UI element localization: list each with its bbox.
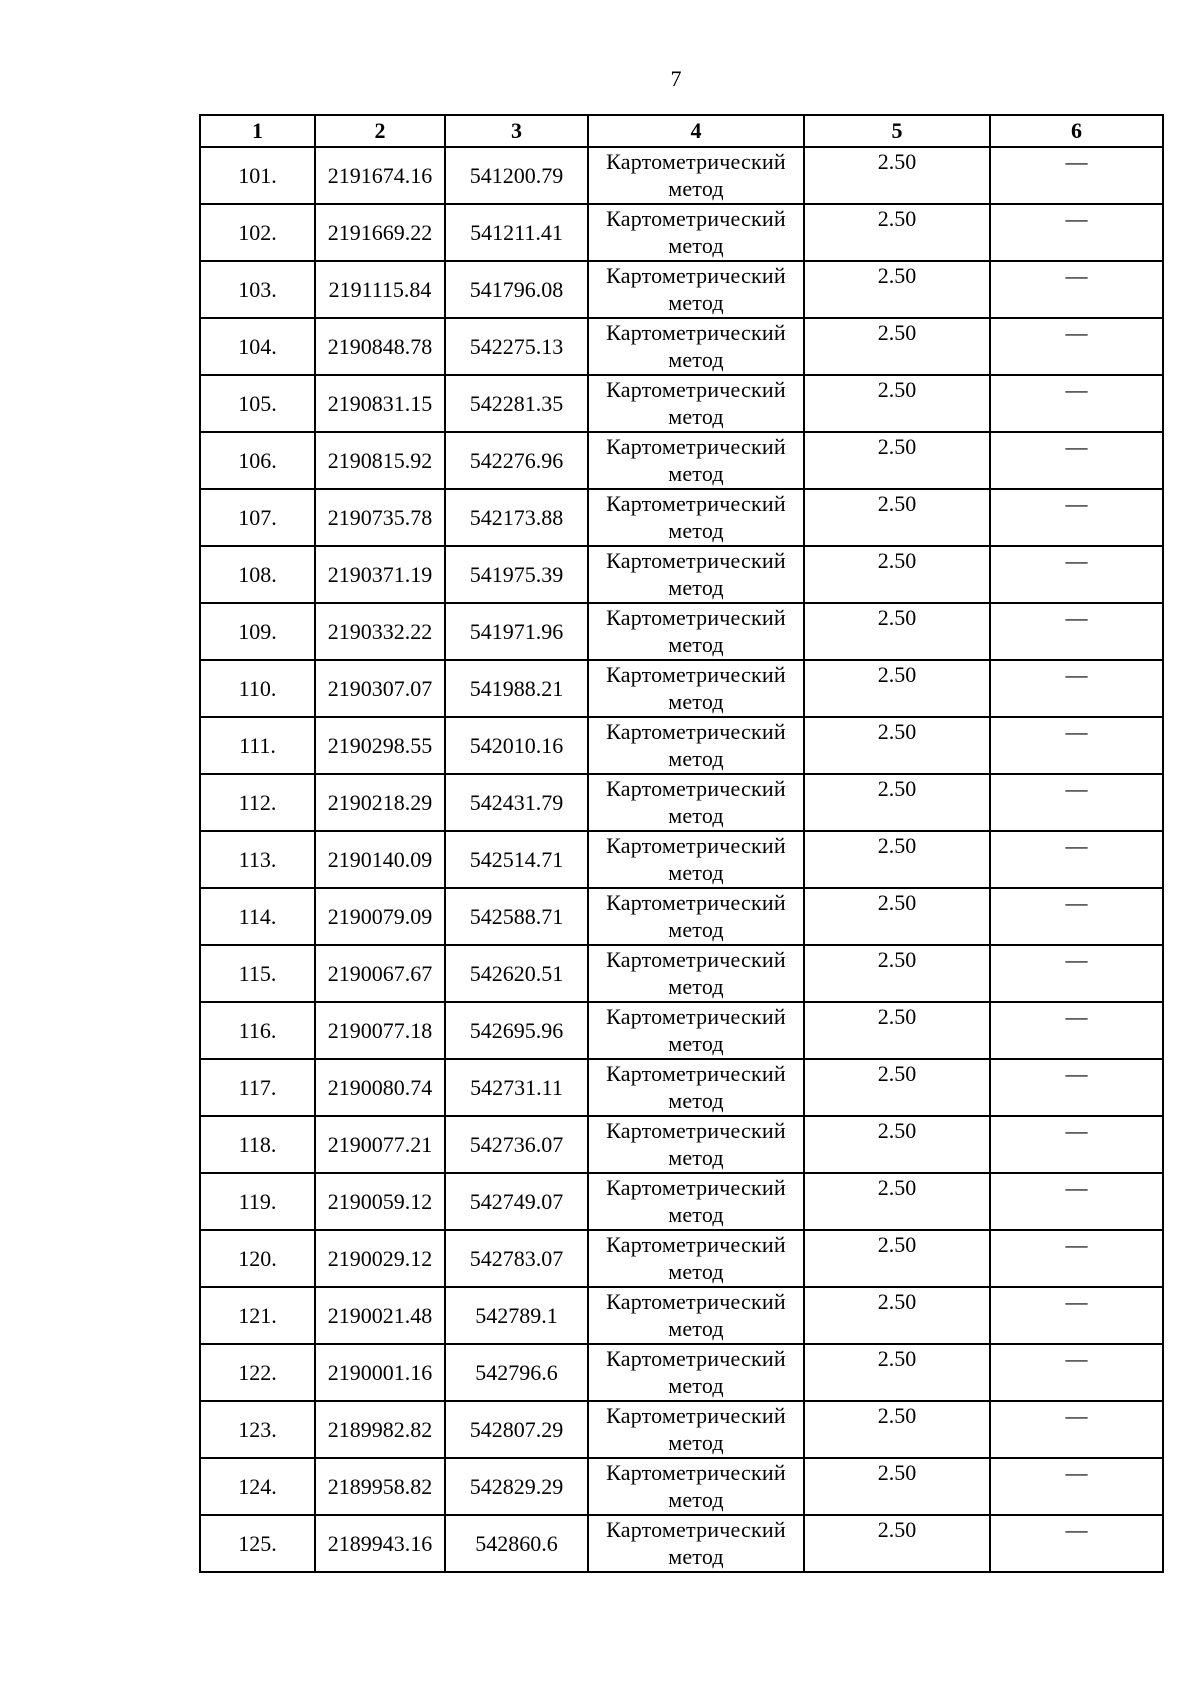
- coordinate-x: 2189982.82: [315, 1401, 445, 1458]
- method-line1: Картометрический: [606, 263, 786, 288]
- table-row: [200, 1287, 1163, 1344]
- method-line1: Картометрический: [606, 434, 786, 459]
- note-cell: —: [990, 945, 1163, 1002]
- table-row: [200, 945, 1163, 1002]
- accuracy-value: 2.50: [804, 1059, 990, 1116]
- method-line1: Картометрический: [606, 1175, 786, 1200]
- note-cell: —: [990, 546, 1163, 603]
- accuracy-value: 2.50: [804, 660, 990, 717]
- point-number: 101.: [200, 147, 315, 204]
- coordinate-x: 2190307.07: [315, 660, 445, 717]
- method-line2: метод: [668, 233, 724, 258]
- method-line2: метод: [668, 1202, 724, 1227]
- table-row: [200, 1515, 1163, 1572]
- coordinate-y: 542620.51: [445, 945, 588, 1002]
- method-cell: [588, 147, 804, 204]
- column-header: 5: [804, 115, 990, 147]
- coordinate-x: 2190079.09: [315, 888, 445, 945]
- coordinate-x: 2191669.22: [315, 204, 445, 261]
- column-header: 4: [588, 115, 804, 147]
- coordinate-x: 2190029.12: [315, 1230, 445, 1287]
- method-line1: Картометрический: [606, 548, 786, 573]
- method-line2: метод: [668, 1430, 724, 1455]
- table-row: [200, 660, 1163, 717]
- note-cell: —: [990, 1116, 1163, 1173]
- coordinate-y: 542829.29: [445, 1458, 588, 1515]
- column-header: 1: [200, 115, 315, 147]
- method-line2: метод: [668, 917, 724, 942]
- method-line1: Картометрический: [606, 605, 786, 630]
- coordinate-y: 542796.6: [445, 1344, 588, 1401]
- coordinate-x: 2190218.29: [315, 774, 445, 831]
- method-cell: [588, 1059, 804, 1116]
- note-cell: —: [990, 261, 1163, 318]
- point-number: 109.: [200, 603, 315, 660]
- coordinate-y: 542695.96: [445, 1002, 588, 1059]
- method-cell: [588, 546, 804, 603]
- method-line2: метод: [668, 1259, 724, 1284]
- note-cell: —: [990, 1059, 1163, 1116]
- coordinate-x: 2190077.18: [315, 1002, 445, 1059]
- method-cell: [588, 432, 804, 489]
- method-line1: Картометрический: [606, 206, 786, 231]
- method-line2: метод: [668, 632, 724, 657]
- accuracy-value: 2.50: [804, 1515, 990, 1572]
- accuracy-value: 2.50: [804, 945, 990, 1002]
- method-line1: Картометрический: [606, 1004, 786, 1029]
- method-cell: [588, 660, 804, 717]
- method-line1: Картометрический: [606, 377, 786, 402]
- method-cell: [588, 489, 804, 546]
- method-line1: Картометрический: [606, 149, 786, 174]
- point-number: 106.: [200, 432, 315, 489]
- note-cell: —: [990, 1515, 1163, 1572]
- coordinate-y: 542276.96: [445, 432, 588, 489]
- coordinate-x: 2190332.22: [315, 603, 445, 660]
- table-row: [200, 831, 1163, 888]
- point-number: 119.: [200, 1173, 315, 1230]
- coordinate-y: 542010.16: [445, 717, 588, 774]
- method-line2: метод: [668, 1487, 724, 1512]
- method-line2: метод: [668, 1373, 724, 1398]
- table-row: [200, 1230, 1163, 1287]
- table-row: [200, 717, 1163, 774]
- coordinate-y: 542514.71: [445, 831, 588, 888]
- table-row: [200, 546, 1163, 603]
- point-number: 107.: [200, 489, 315, 546]
- point-number: 112.: [200, 774, 315, 831]
- method-cell: [588, 1116, 804, 1173]
- method-line2: метод: [668, 1316, 724, 1341]
- table-row: [200, 774, 1163, 831]
- method-cell: [588, 261, 804, 318]
- method-line1: Картометрический: [606, 833, 786, 858]
- note-cell: —: [990, 1173, 1163, 1230]
- method-line1: Картометрический: [606, 662, 786, 687]
- coordinate-x: 2190815.92: [315, 432, 445, 489]
- method-cell: [588, 1401, 804, 1458]
- coordinate-x: 2190059.12: [315, 1173, 445, 1230]
- method-cell: [588, 204, 804, 261]
- column-header: 2: [315, 115, 445, 147]
- method-line2: метод: [668, 461, 724, 486]
- method-cell: [588, 1173, 804, 1230]
- accuracy-value: 2.50: [804, 546, 990, 603]
- accuracy-value: 2.50: [804, 432, 990, 489]
- method-cell: [588, 774, 804, 831]
- method-line2: метод: [668, 347, 724, 372]
- method-line1: Картометрический: [606, 1289, 786, 1314]
- point-number: 117.: [200, 1059, 315, 1116]
- point-number: 121.: [200, 1287, 315, 1344]
- note-cell: —: [990, 489, 1163, 546]
- note-cell: —: [990, 660, 1163, 717]
- method-line1: Картометрический: [606, 1403, 786, 1428]
- coordinate-x: 2190848.78: [315, 318, 445, 375]
- method-line2: метод: [668, 746, 724, 771]
- table-row: [200, 1059, 1163, 1116]
- accuracy-value: 2.50: [804, 489, 990, 546]
- method-line2: метод: [668, 176, 724, 201]
- coordinate-y: 541988.21: [445, 660, 588, 717]
- method-line1: Картометрический: [606, 1061, 786, 1086]
- accuracy-value: 2.50: [804, 147, 990, 204]
- accuracy-value: 2.50: [804, 1401, 990, 1458]
- method-line2: метод: [668, 1544, 724, 1569]
- accuracy-value: 2.50: [804, 603, 990, 660]
- point-number: 104.: [200, 318, 315, 375]
- method-line1: Картометрический: [606, 776, 786, 801]
- method-line1: Картометрический: [606, 320, 786, 345]
- table-row: [200, 204, 1163, 261]
- table-row: [200, 1458, 1163, 1515]
- method-cell: [588, 375, 804, 432]
- table-row: [200, 1344, 1163, 1401]
- method-line1: Картометрический: [606, 491, 786, 516]
- note-cell: —: [990, 204, 1163, 261]
- method-cell: [588, 831, 804, 888]
- method-line1: Картометрический: [606, 1232, 786, 1257]
- coordinate-x: 2190140.09: [315, 831, 445, 888]
- accuracy-value: 2.50: [804, 717, 990, 774]
- coordinate-y: 542783.07: [445, 1230, 588, 1287]
- method-cell: [588, 717, 804, 774]
- column-header: 6: [990, 115, 1163, 147]
- point-number: 114.: [200, 888, 315, 945]
- coordinate-x: 2190077.21: [315, 1116, 445, 1173]
- coordinate-x: 2190735.78: [315, 489, 445, 546]
- accuracy-value: 2.50: [804, 261, 990, 318]
- table-row: [200, 318, 1163, 375]
- coordinate-x: 2191115.84: [315, 261, 445, 318]
- accuracy-value: 2.50: [804, 1116, 990, 1173]
- method-line1: Картометрический: [606, 947, 786, 972]
- method-line2: метод: [668, 974, 724, 999]
- accuracy-value: 2.50: [804, 318, 990, 375]
- accuracy-value: 2.50: [804, 831, 990, 888]
- point-number: 116.: [200, 1002, 315, 1059]
- note-cell: —: [990, 888, 1163, 945]
- method-cell: [588, 603, 804, 660]
- coordinate-x: 2190021.48: [315, 1287, 445, 1344]
- point-number: 105.: [200, 375, 315, 432]
- note-cell: —: [990, 147, 1163, 204]
- point-number: 122.: [200, 1344, 315, 1401]
- point-number: 125.: [200, 1515, 315, 1572]
- accuracy-value: 2.50: [804, 1230, 990, 1287]
- method-line2: метод: [668, 575, 724, 600]
- coordinate-y: 542736.07: [445, 1116, 588, 1173]
- table-row: [200, 1002, 1163, 1059]
- table-row: [200, 147, 1163, 204]
- coordinate-x: 2190001.16: [315, 1344, 445, 1401]
- method-line1: Картометрический: [606, 1118, 786, 1143]
- coordinate-y: 541200.79: [445, 147, 588, 204]
- coordinate-y: 542860.6: [445, 1515, 588, 1572]
- method-cell: [588, 1230, 804, 1287]
- accuracy-value: 2.50: [804, 1173, 990, 1230]
- table-row: [200, 1116, 1163, 1173]
- coordinate-x: 2190080.74: [315, 1059, 445, 1116]
- coordinate-x: 2190298.55: [315, 717, 445, 774]
- accuracy-value: 2.50: [804, 1002, 990, 1059]
- point-number: 115.: [200, 945, 315, 1002]
- point-number: 102.: [200, 204, 315, 261]
- point-number: 120.: [200, 1230, 315, 1287]
- coordinate-y: 542731.11: [445, 1059, 588, 1116]
- method-cell: [588, 945, 804, 1002]
- note-cell: —: [990, 1230, 1163, 1287]
- coordinate-y: 542588.71: [445, 888, 588, 945]
- column-header: 3: [445, 115, 588, 147]
- method-cell: [588, 1458, 804, 1515]
- point-number: 103.: [200, 261, 315, 318]
- accuracy-value: 2.50: [804, 375, 990, 432]
- method-line2: метод: [668, 1031, 724, 1056]
- method-cell: [588, 1515, 804, 1572]
- coordinate-y: 542173.88: [445, 489, 588, 546]
- coordinate-x: 2189958.82: [315, 1458, 445, 1515]
- coordinate-x: 2190831.15: [315, 375, 445, 432]
- coordinate-y: 542281.35: [445, 375, 588, 432]
- method-line2: метод: [668, 290, 724, 315]
- note-cell: —: [990, 1458, 1163, 1515]
- note-cell: —: [990, 1002, 1163, 1059]
- table-row: [200, 603, 1163, 660]
- coordinate-y: 542275.13: [445, 318, 588, 375]
- point-number: 108.: [200, 546, 315, 603]
- method-line2: метод: [668, 404, 724, 429]
- method-cell: [588, 1344, 804, 1401]
- method-line2: метод: [668, 803, 724, 828]
- point-number: 113.: [200, 831, 315, 888]
- note-cell: —: [990, 603, 1163, 660]
- coordinates-table: [199, 114, 1164, 1573]
- accuracy-value: 2.50: [804, 774, 990, 831]
- method-cell: [588, 888, 804, 945]
- point-number: 111.: [200, 717, 315, 774]
- table-body: [200, 147, 1163, 1572]
- table-row: [200, 1173, 1163, 1230]
- table-header-row: [200, 115, 1163, 147]
- point-number: 123.: [200, 1401, 315, 1458]
- note-cell: —: [990, 1401, 1163, 1458]
- note-cell: —: [990, 1344, 1163, 1401]
- coordinate-y: 542749.07: [445, 1173, 588, 1230]
- method-line2: метод: [668, 689, 724, 714]
- method-line1: Картометрический: [606, 1517, 786, 1542]
- method-line2: метод: [668, 1145, 724, 1170]
- accuracy-value: 2.50: [804, 1287, 990, 1344]
- note-cell: —: [990, 1287, 1163, 1344]
- note-cell: —: [990, 774, 1163, 831]
- coordinate-y: 542789.1: [445, 1287, 588, 1344]
- point-number: 118.: [200, 1116, 315, 1173]
- accuracy-value: 2.50: [804, 204, 990, 261]
- table-row: [200, 1401, 1163, 1458]
- accuracy-value: 2.50: [804, 1344, 990, 1401]
- coordinate-x: 2189943.16: [315, 1515, 445, 1572]
- note-cell: —: [990, 375, 1163, 432]
- method-line2: метод: [668, 1088, 724, 1113]
- coordinate-y: 541975.39: [445, 546, 588, 603]
- coordinate-y: 541211.41: [445, 204, 588, 261]
- coordinate-y: 541971.96: [445, 603, 588, 660]
- coordinate-x: 2190371.19: [315, 546, 445, 603]
- note-cell: —: [990, 831, 1163, 888]
- method-cell: [588, 1287, 804, 1344]
- table-row: [200, 888, 1163, 945]
- method-line2: метод: [668, 518, 724, 543]
- coordinate-y: 542431.79: [445, 774, 588, 831]
- point-number: 124.: [200, 1458, 315, 1515]
- method-line2: метод: [668, 860, 724, 885]
- coordinate-y: 542807.29: [445, 1401, 588, 1458]
- method-cell: [588, 318, 804, 375]
- method-line1: Картометрический: [606, 719, 786, 744]
- method-cell: [588, 1002, 804, 1059]
- coordinate-y: 541796.08: [445, 261, 588, 318]
- table-row: [200, 489, 1163, 546]
- accuracy-value: 2.50: [804, 1458, 990, 1515]
- table-row: [200, 261, 1163, 318]
- note-cell: —: [990, 432, 1163, 489]
- table-row: [200, 432, 1163, 489]
- method-line1: Картометрический: [606, 890, 786, 915]
- page-number: 7: [670, 66, 682, 91]
- table-row: [200, 375, 1163, 432]
- accuracy-value: 2.50: [804, 888, 990, 945]
- coordinate-x: 2190067.67: [315, 945, 445, 1002]
- method-line1: Картометрический: [606, 1460, 786, 1485]
- note-cell: —: [990, 717, 1163, 774]
- note-cell: —: [990, 318, 1163, 375]
- coordinate-x: 2191674.16: [315, 147, 445, 204]
- method-line1: Картометрический: [606, 1346, 786, 1371]
- point-number: 110.: [200, 660, 315, 717]
